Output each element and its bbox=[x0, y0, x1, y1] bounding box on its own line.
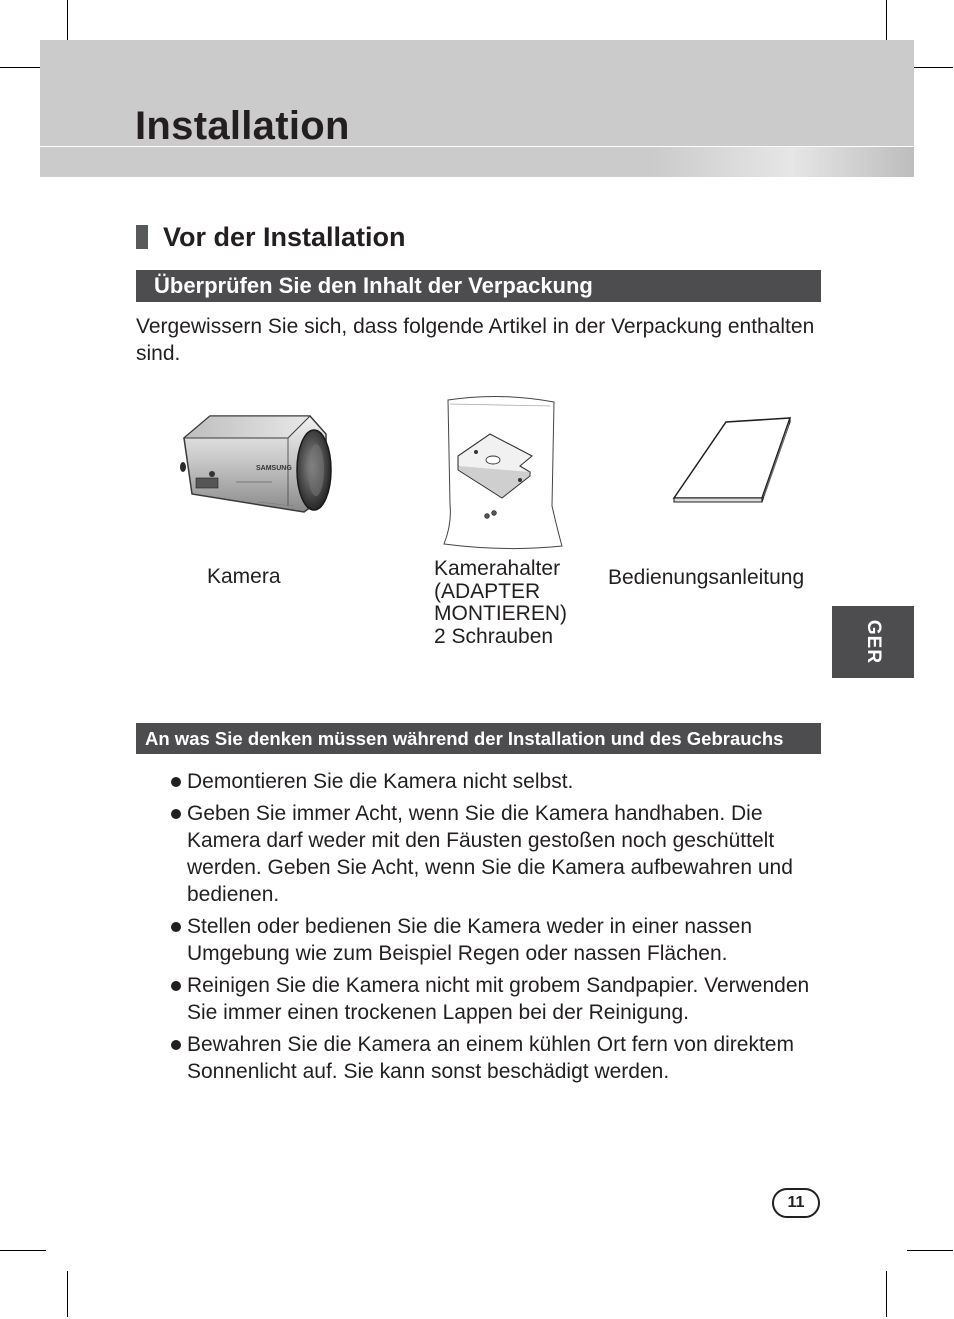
page-title: Installation bbox=[135, 104, 350, 148]
item-label-mount-line: (ADAPTER bbox=[434, 579, 541, 603]
item-label-camera: Kamera bbox=[207, 565, 281, 588]
bullet-icon bbox=[171, 981, 181, 991]
bullet-icon bbox=[171, 777, 181, 787]
list-item bbox=[166, 913, 826, 967]
list-item bbox=[166, 1031, 826, 1085]
crop-mark bbox=[0, 1250, 46, 1251]
package-check-heading: Überprüfen Sie den Inhalt der Verpackung bbox=[136, 270, 821, 302]
page-number bbox=[772, 1188, 820, 1218]
section-title: Vor der Installation bbox=[163, 221, 406, 252]
list-item-text: Geben Sie immer Acht, wenn Sie die Kamera handhaben. Die Kamera darf weder mit den Fäusten gestoßen noch geschüttelt werden. Geben Sie Acht, wenn Sie die Kamera aufbewahren und bedienen. bbox=[187, 802, 793, 906]
list-item bbox=[166, 800, 826, 908]
bullet-icon bbox=[171, 922, 181, 932]
language-tab-label: GER bbox=[863, 619, 884, 665]
page-number-text: 11 bbox=[787, 1194, 805, 1211]
list-item-text: Bewahren Sie die Kamera an einem kühlen Ort fern von direktem Sonnenlicht auf. Sie kann sonst beschädigt werden. bbox=[187, 1033, 794, 1083]
list-item-text: Stellen oder bedienen Sie die Kamera weder in einer nassen Umgebung wie zum Beispiel Regen oder nassen Flächen. bbox=[187, 915, 753, 965]
crop-mark bbox=[67, 1271, 68, 1317]
mount-adapter-illustration bbox=[440, 394, 564, 552]
header-strip bbox=[40, 146, 914, 177]
camera-brand-text: SAMSUNG bbox=[256, 465, 292, 472]
list-item-text: Reinigen Sie die Kamera nicht mit grobem Sandpapier. Verwenden Sie immer einen trockenen Lappen bei der Reinigung. bbox=[187, 974, 810, 1024]
precautions-heading: An was Sie denken müssen während der Installation und des Gebrauchs bbox=[136, 723, 821, 754]
package-intro-text: Vergewissern Sie sich, dass folgende Artikel in der Verpackung enthalten sind. bbox=[136, 315, 815, 365]
item-label-mount-line: Kamerahalter bbox=[434, 557, 561, 580]
language-tab bbox=[832, 606, 914, 678]
bullet-icon bbox=[171, 809, 181, 819]
camera-illustration bbox=[176, 410, 336, 518]
item-label-mount bbox=[434, 558, 567, 648]
manual-illustration bbox=[668, 414, 794, 506]
bullet-icon bbox=[171, 1040, 181, 1050]
list-item-text: Demontieren Sie die Kamera nicht selbst. bbox=[187, 770, 574, 793]
section-heading bbox=[136, 220, 406, 254]
item-label-mount-line: 2 Schrauben bbox=[434, 624, 554, 648]
section-marker bbox=[136, 225, 148, 249]
precautions-list bbox=[166, 768, 826, 1090]
list-item bbox=[166, 768, 826, 795]
crop-mark bbox=[886, 1271, 887, 1317]
list-item bbox=[166, 972, 826, 1026]
crop-mark bbox=[907, 1250, 953, 1251]
item-label-mount-line: MONTIEREN) bbox=[434, 602, 567, 625]
item-label-manual: Bedienungsanleitung bbox=[608, 566, 805, 589]
